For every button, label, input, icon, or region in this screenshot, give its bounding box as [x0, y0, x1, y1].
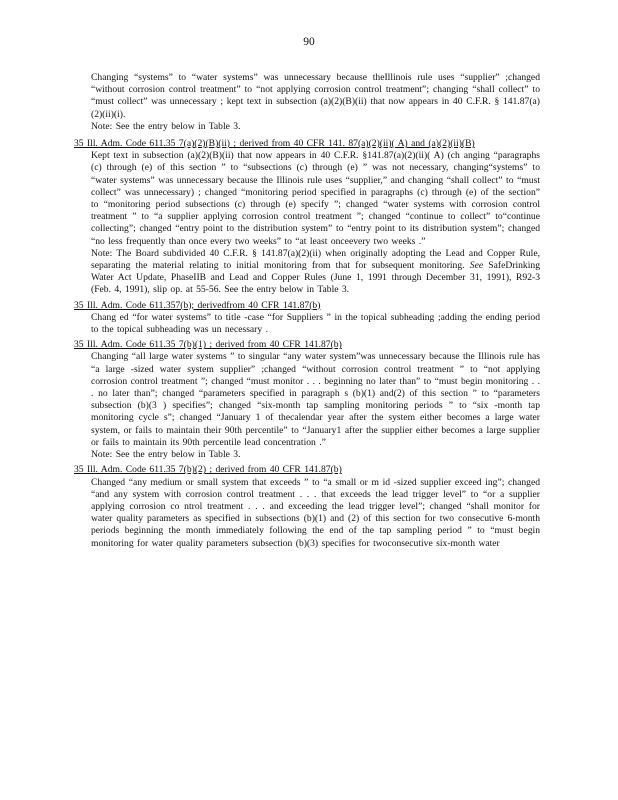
entry-block	[74, 138, 540, 297]
entry-heading: 35 Ill. Adm. Code 611.35 7(a)(2)(B)(ii) ; derived from 40 CFR 141. 87(a)(2)(ii)( A) and (a)(2)(ii)(B)	[74, 138, 475, 150]
document-body	[74, 72, 540, 550]
entry-body: Chang ed “for water systems” to title -case “for Suppliers ” in the topical subheading ;adding the ending period to the topical subheading was un necessary .	[91, 311, 540, 336]
entry-heading: 35 Ill. Adm. Code 611.35 7(b)(1) ; derived from 40 CFR 141.87(b)	[74, 339, 342, 351]
note-suffix: SafeDrinking Water Act Update, PhaseIIB and Lead and Copper Rules (June 1, 1991 through December 31, 1991), R92-3 (Feb. 4, 1991), slip op. at 55-56. See the entry below in Table 3.	[91, 260, 540, 296]
entry-block	[74, 339, 540, 461]
entry-note: Note: See the entry below in Table 3.	[91, 120, 241, 132]
entry-body: Changed “any medium or small system that exceeds ” to “a small or m id -sized supplier exceed ing”; changed “and any system with corrosion control treatment . . . that exceeds the lead trigger level” to “or a supplier applying corrosion co ntrol treatment . . . and exceeding the lead trigger level”; changed “shall monitor for water quality parameters as specified in subsections (b)(1) and (2) of this section for two consecutive 6-month periods beginning the month immediately following the end of the tap sampling period ” to “must begin monitoring for water quality parameters subsection (b)(3) specifies for twoconsecutive six-month water	[91, 476, 540, 549]
note-prefix: Note: The Board subdivided 40 C.F.R. § 141.87(a)(2)(ii) when originally adopting the Lead and Copper Rule, separating the material relating to initial monitoring from that for subsequent monitoring.	[91, 247, 540, 272]
entry-body: Kept text in subsection (a)(2)(B)(ii) that now appears in 40 C.F.R. §141.87(a)(2)(ii)( A) (ch anging “paragraphs (c) through (e) of this section ” to “subsections (c) through (e) ” was not necessary, changing“systems” to “water systems” was unnecessary because the Illinois rule uses “supplier,” and changing “shall collect” to “must collect” was unnecessary) ; changed “monitoring period specified in paragraphs (c) through (e) of the section” to “monitoring period subsections (c) through (e) specify ”; changed “water systems with corrosion control treatment ” to “a supplier applying corrosion control treatment ”; changed “continue to collect” to“continue collecting”; changed “entry point to the distribution system” to “entry point to its distribution system”; changed “no less frequently than once every two weeks” to “at least onceevery two weeks .”	[91, 150, 540, 247]
entry-heading: 35 Ill. Adm. Code 611.35 7(b)(2) ; derived from 40 CFR 141.87(b)	[74, 464, 342, 476]
entry-block	[91, 72, 540, 133]
note-see: See	[469, 260, 484, 272]
entry-body: Changing “all large water systems ” to singular “any water system”was unnecessary because the Illinois rule has “a large -sized water system supplier” ;changed “without corrosion control treatment ” to “not applying corrosion control treatment ”; changed “must monitor . . . beginning no later than” to “must begin monitoring . . . no later than”; changed “parameters specified in paragraph s (b)(1) and(2) of this section ” to “parameters subsection (b)(3 ) specifies”; changed “six-month tap sampling monitoring periods ” to “six -month tap monitoring cycle s”; changed “January 1 of thecalendar year after the system either becomes a large water system, or fails to maintain their 90th percentile” to “January1 after the supplier either becomes a large supplier or fails to maintain its 90th percentile lead concentration .”	[91, 351, 540, 448]
entry-block	[74, 300, 540, 337]
entry-body: Changing “systems” to “water systems” was unnecessary because theIllinois rule uses “supplier” ;changed “without corrosion control treatment” to “not applying corrosion control treatment”; changing “shall collect” to “must collect” was unnecessary ; kept text in subsection (a)(2)(B)(ii) that now appears in 40 C.F.R. § 141.87(a)(2)(ii)(i).	[91, 72, 540, 120]
page-number: 90	[303, 36, 315, 48]
entry-note	[91, 248, 540, 297]
entry-note: Note: See the entry below in Table 3.	[91, 449, 241, 461]
entry-heading: 35 Ill. Adm. Code 611.357(b); derivedfrom 40 CFR 141.87(b)	[74, 299, 321, 311]
entry-block	[74, 464, 540, 549]
